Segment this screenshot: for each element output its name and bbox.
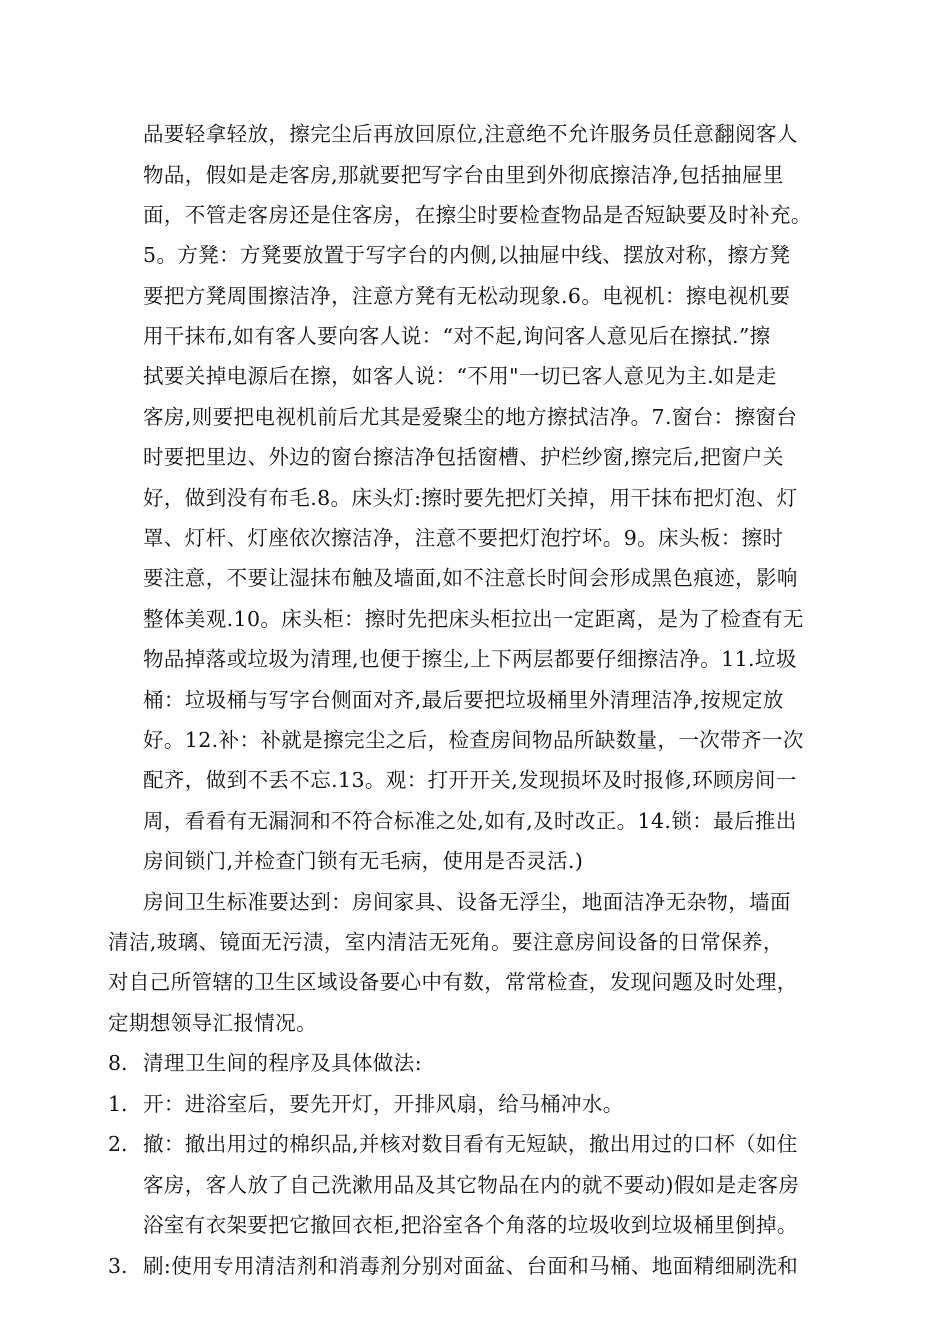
text-line: 品要轻拿轻放，擦完尘后再放回原位,注意绝不允许服务员任意翻阅客人: [143, 122, 798, 146]
text-line: 时要把里边、外边的窗台擦洁净包括窗槽、护栏纱窗,擦完后,把窗户关: [143, 445, 784, 469]
list-item-text: 撤：撤出用过的棉织品,并核对数目看有无短缺，撤出用过的口杯（如住: [143, 1132, 798, 1156]
text-line: 定期想领导汇报情况。: [108, 1011, 317, 1035]
text-line: 物品掉落或垃圾为清理,也便于擦尘,上下两层都要仔细擦洁净。11.垃圾: [143, 647, 797, 671]
text-line: 周，看看有无漏洞和不符合标准之处,如有,及时改正。14.锁：最后推出: [143, 809, 797, 833]
text-line: 桶：垃圾桶与写字台侧面对齐,最后要把垃圾桶里外清理洁净,按规定放: [143, 688, 784, 712]
list-item-text: 客房，客人放了自己洗漱用品及其它物品在内的就不要动)假如是走客房: [143, 1173, 800, 1197]
text-line: 房间卫生标准要达到：房间家具、设备无浮尘，地面洁净无杂物，墙面: [143, 890, 791, 914]
text-line: 拭要关掉电源后在擦，如客人说：“不用"一切已客人意见为主.如是走: [143, 364, 777, 388]
text-line: 用干抹布,如有客人要向客人说：“对不起,询问客人意见后在擦拭.”擦: [143, 324, 771, 348]
list-number: 1.: [108, 1092, 128, 1116]
text-line: 罩、灯杆、灯座依次擦洁净，注意不要把灯泡拧坏。9。床头板：擦时: [143, 526, 784, 550]
text-line: 配齐，做到不丢不忘.13。观：打开开关,发现损坏及时报修,环顾房间一: [143, 768, 797, 792]
text-line: 要把方凳周围擦洁净，注意方凳有无松动现象.6。电视机：擦电视机要: [143, 284, 791, 308]
text-line: 物品，假如是走客房,那就要把写字台由里到外彻底擦洁净,包括抽屉里: [143, 163, 784, 187]
text-line: 客房,则要把电视机前后尤其是爱聚尘的地方擦拭洁净。7.窗台：擦窗台: [143, 405, 798, 429]
list-item-text: 开：进浴室后，要先开灯，开排风扇，给马桶冲水。: [143, 1092, 624, 1116]
list-number: 3.: [108, 1254, 128, 1278]
text-line: 房间锁门,并检查门锁有无毛病，使用是否灵活.): [143, 849, 584, 873]
text-line: 好。12.补：补就是擦完尘之后，检查房间物品所缺数量，一次带齐一次: [143, 728, 804, 752]
text-line: 面，不管走客房还是住客房，在擦尘时要检查物品是否短缺要及时补充。: [143, 203, 812, 227]
text-line: 5。方凳：方凳要放置于写字台的内侧,以抽屉中线、摆放对称，擦方凳: [143, 243, 791, 267]
text-line: 要注意，不要让湿抹布触及墙面,如不注意长时间会形成黑色痕迹，影响: [143, 566, 798, 590]
text-line: 好，做到没有布毛.8。床头灯:擦时要先把灯关掉，用干抹布把灯泡、灯: [143, 486, 798, 510]
list-item-text: 刷:使用专用清洁剂和消毒剂分别对面盆、台面和马桶、地面精细刷洗和: [143, 1254, 799, 1278]
list-number: 2.: [108, 1132, 128, 1156]
list-item-text: 浴室有衣架要把它撤回衣柜,把浴室各个角落的垃圾收到垃圾桶里倒掉。: [143, 1213, 798, 1237]
text-line: 对自己所管辖的卫生区域设备要心中有数，常常检查，发现问题及时处理，: [108, 970, 798, 994]
text-line: 整体美观.10。床头柜：擦时先把床头柜拉出一定距离，是为了检查有无: [143, 607, 804, 631]
section-heading-text: 清理卫生间的程序及具体做法:: [143, 1051, 423, 1075]
text-line: 清洁,玻璃、镜面无污渍，室内清洁无死角。要注意房间设备的日常保养，: [108, 930, 784, 954]
list-number: 8.: [108, 1051, 128, 1075]
